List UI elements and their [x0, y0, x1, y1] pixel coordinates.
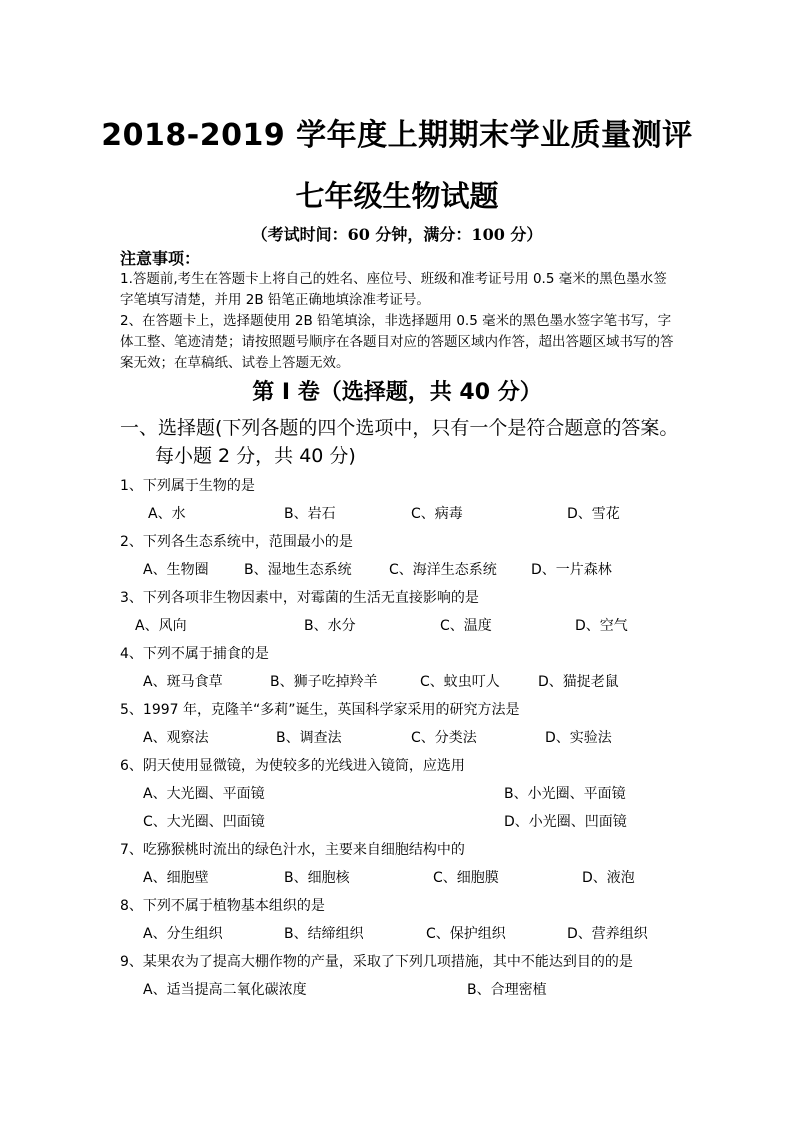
exam-subject-title: 七年级生物试题 [295, 179, 499, 213]
option-c: C、分类法 [411, 730, 477, 746]
option-d: D、液泡 [582, 870, 635, 886]
section-instruction-cont: 每小题 2 分，共 40 分) [155, 445, 356, 467]
option-c: C、保护组织 [426, 926, 506, 942]
question-stem: 9、某果农为了提高大棚作物的产量，采取了下列几项措施，其中不能达到目的的是 [120, 954, 633, 970]
option-a: A、适当提高二氧化碳浓度 [143, 982, 307, 998]
question-stem: 1、下列属于生物的是 [120, 478, 255, 494]
option-c: C、蚊虫叮人 [420, 674, 500, 690]
option-b: B、岩石 [284, 506, 336, 522]
option-a: A、水 [148, 506, 186, 522]
question-stem: 3、下列各项非生物因素中，对霉菌的生活无直接影响的是 [120, 590, 479, 606]
option-b: B、湿地生态系统 [244, 562, 352, 578]
question-stem: 7、吃猕猴桃时流出的绿色汁水，主要来自细胞结构中的 [120, 842, 465, 858]
exam-title: 2018-2019 学年度上期期末学业质量测评 [101, 118, 693, 153]
option-d: D、实验法 [545, 730, 612, 746]
option-d: D、一片森林 [531, 562, 612, 578]
option-c: C、大光圈、凹面镜 [143, 814, 265, 830]
question-stem: 5、1997 年，克隆羊“多莉”诞生，英国科学家采用的研究方法是 [120, 702, 520, 718]
notice-item-1: 1.答题前,考生在答题卡上将自己的姓名、座位号、班级和准考证号用 0.5 毫米的黑色墨水签字笔填写清楚，并用 2B 铅笔正确地填涂准考证号。 [120, 271, 667, 308]
option-d: D、小光圈、凹面镜 [504, 814, 627, 830]
option-a: A、细胞壁 [143, 870, 209, 886]
question-stem: 2、下列各生态系统中，范围最小的是 [120, 534, 353, 550]
question-stem: 4、下列不属于捕食的是 [120, 646, 269, 662]
option-b: B、合理密植 [467, 982, 547, 998]
option-d: D、雪花 [567, 506, 620, 522]
option-a: A、风向 [135, 618, 187, 634]
option-a: A、大光圈、平面镜 [143, 786, 265, 802]
option-b: B、水分 [304, 618, 356, 634]
question-stem: 6、阴天使用显微镜，为使较多的光线进入镜筒，应选用 [120, 758, 465, 774]
option-a: A、斑马食草 [143, 674, 223, 690]
exam-duration-score: （考试时间：60 分钟，满分：100 分） [251, 225, 543, 244]
option-a: A、观察法 [143, 730, 209, 746]
option-b: B、细胞核 [284, 870, 350, 886]
option-d: D、猫捉老鼠 [538, 674, 619, 690]
option-c: C、病毒 [411, 506, 463, 522]
option-b: B、结缔组织 [284, 926, 364, 942]
option-d: D、空气 [575, 618, 628, 634]
notice-item-2: 2、在答题卡上，选择题使用 2B 铅笔填涂，非选择题用 0.5 毫米的黑色墨水签字笔书写，字体工整、笔迹清楚；请按照题号顺序在各题目对应的答题区域内作答，超出答题区域书写的答案无效；在草稿纸、试卷上答题无效。 [120, 313, 674, 371]
option-c: C、海洋生态系统 [389, 562, 497, 578]
notice-heading: 注意事项： [120, 249, 201, 268]
option-b: B、小光圈、平面镜 [504, 786, 626, 802]
option-a: A、分生组织 [143, 926, 223, 942]
option-c: C、温度 [440, 618, 492, 634]
option-d: D、营养组织 [567, 926, 648, 942]
option-a: A、生物圈 [143, 562, 209, 578]
section-instruction: 一、选择题(下列各题的四个选项中，只有一个是符合题意的答案。 [120, 417, 679, 439]
option-b: B、狮子吃掉羚羊 [270, 674, 378, 690]
option-b: B、调查法 [276, 730, 342, 746]
section-title: 第 I 卷（选择题，共 40 分） [252, 380, 542, 405]
option-c: C、细胞膜 [433, 870, 499, 886]
question-stem: 8、下列不属于植物基本组织的是 [120, 898, 325, 914]
